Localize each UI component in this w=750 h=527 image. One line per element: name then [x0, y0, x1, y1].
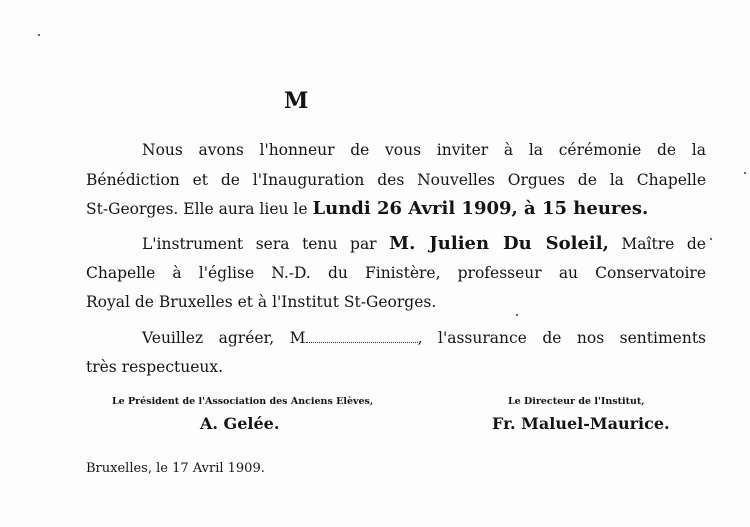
- body-line-5: Chapelle à l'église N.-D. du Finistère, professeur au Conservatoire: [86, 264, 706, 282]
- scan-speck: [516, 314, 518, 316]
- body-line-3-text: St-Georges. Elle aura lieu le: [86, 200, 313, 218]
- body-line-2: Bénédiction et de l'Inauguration des Nouvelles Orgues de la Chapelle: [86, 171, 706, 189]
- body-line-4: [142, 234, 706, 254]
- body-line-8: très respectueux.: [86, 358, 224, 376]
- scan-speck: [744, 172, 746, 174]
- closing-text-end: , l'assurance de nos sentiments: [417, 329, 707, 347]
- closing-text: Veuillez agréer, M: [142, 329, 306, 347]
- scan-speck: [38, 34, 40, 36]
- place-date: Bruxelles, le 17 Avril 1909.: [86, 461, 265, 476]
- body-line-4-text: L'instrument sera tenu par: [142, 235, 390, 253]
- event-date: Lundi 26 Avril 1909, à 15 heures.: [312, 198, 649, 219]
- president-title: Le Président de l'Association des Anciens Elèves,: [112, 396, 374, 407]
- president-name: A. Gelée.: [200, 414, 280, 433]
- name-blank: [306, 330, 418, 343]
- salutation: M: [284, 88, 310, 114]
- director-title: Le Directeur de l'Institut,: [508, 396, 645, 407]
- body-line-4-end: Maître de: [608, 235, 706, 253]
- body-line-6: Royal de Bruxelles et à l'Institut St-Georges.: [86, 293, 437, 311]
- body-line-3: [86, 199, 706, 219]
- director-name: Fr. Maluel-Maurice.: [492, 414, 670, 433]
- body-line-7: [142, 328, 706, 348]
- scan-speck: [710, 238, 712, 240]
- organist-name: M. Julien Du Soleil,: [389, 233, 609, 254]
- body-line-1: Nous avons l'honneur de vous inviter à la cérémonie de la: [142, 141, 706, 159]
